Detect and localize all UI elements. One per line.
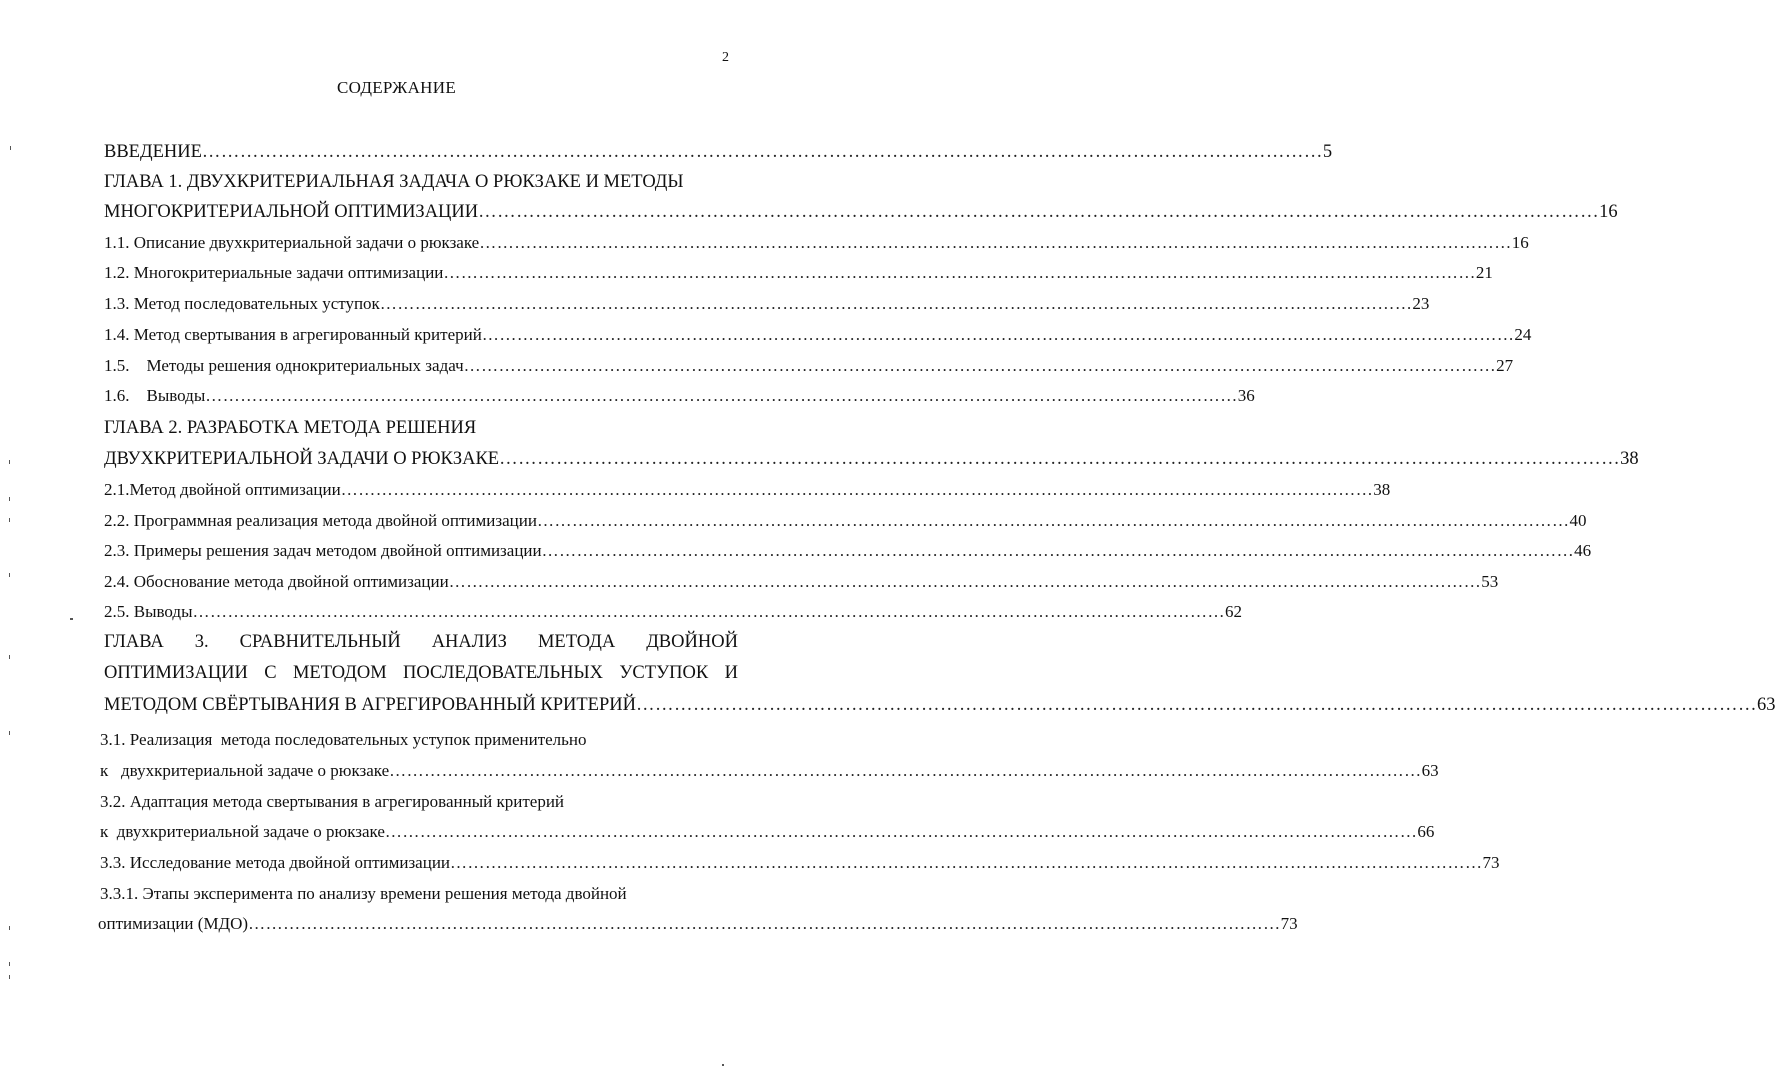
- heading-word: ГЛАВА: [104, 632, 164, 652]
- toc-entry-label: МЕТОДОМ СВЁРТЫВАНИЯ В АГРЕГИРОВАННЫЙ КРИТЕРИЙ: [104, 695, 636, 715]
- toc-entry-label: 1.6. Выводы: [104, 386, 206, 405]
- toc-entry-2-5[interactable]: [104, 598, 1243, 626]
- leader-dots: ……………………………………………………………………………………………………………………………………………………………: [450, 853, 1483, 872]
- heading-word: И: [724, 663, 738, 683]
- leader-dots: ……………………………………………………………………………………………………………………………………………………………: [478, 202, 1600, 222]
- leader-dots: ……………………………………………………………………………………………………………………………………………………………: [536, 511, 1570, 530]
- heading-word: ПОСЛЕДОВАТЕЛЬНЫХ: [403, 663, 603, 683]
- leader-dots: ……………………………………………………………………………………………………………………………………………………………: [379, 294, 1413, 313]
- leader-dots: ……………………………………………………………………………………………………………………………………………………………: [479, 233, 1512, 252]
- toc-chapter-2[interactable]: [104, 445, 1639, 473]
- heading-word: УСТУПОК: [619, 663, 709, 683]
- leader-dots: ……………………………………………………………………………………………………………………………………………………………: [481, 325, 1515, 344]
- scan-artifact: [10, 146, 11, 150]
- toc-entry-label: к двухкритериальной задаче о рюкзаке: [100, 761, 390, 780]
- toc-page-number: 5: [1322, 142, 1333, 162]
- leader-dots: ……………………………………………………………………………………………………………………………………………………………: [192, 602, 1226, 621]
- leader-dots: ……………………………………………………………………………………………………………………………………………………………: [635, 695, 1757, 715]
- toc-page-number: 46: [1574, 541, 1592, 560]
- toc-entry-1-1[interactable]: [104, 229, 1529, 257]
- toc-page-number: 24: [1514, 325, 1532, 344]
- toc-page-number: 62: [1225, 602, 1243, 621]
- toc-entry-label: 1.1. Описание двухкритериальной задачи о рюкзаке: [104, 233, 480, 252]
- toc-page-number: 16: [1511, 233, 1529, 252]
- toc-page-number: 23: [1412, 294, 1430, 313]
- toc-page-number: 73: [1482, 853, 1500, 872]
- toc-entry-2-3[interactable]: [104, 537, 1592, 565]
- leader-dots: ……………………………………………………………………………………………………………………………………………………………: [389, 761, 1422, 780]
- toc-entry-label: 1.5. Методы решения однокритериальных задач: [104, 356, 464, 375]
- leader-dots: ……………………………………………………………………………………………………………………………………………………………: [448, 572, 1482, 591]
- toc-entry-3-3[interactable]: [100, 849, 1500, 877]
- toc-entry-label: 2.5. Выводы: [104, 602, 193, 621]
- toc-entry-1-4[interactable]: [104, 321, 1532, 349]
- toc-page-number: 73: [1280, 914, 1298, 933]
- toc-page-number: 38: [1620, 449, 1639, 469]
- toc-page-number: 63: [1421, 761, 1439, 780]
- toc-page-number: 53: [1481, 572, 1499, 591]
- toc-page-number: 21: [1475, 263, 1493, 282]
- toc-entry-label: МНОГОКРИТЕРИАЛЬНОЙ ОПТИМИЗАЦИИ: [104, 202, 479, 222]
- heading-word: МЕТОДА: [537, 632, 616, 652]
- toc-entry-label: 2.2. Программная реализация метода двойной оптимизации: [104, 511, 537, 530]
- toc-entry-3-3-1[interactable]: [98, 910, 1298, 938]
- toc-entry-intro[interactable]: [104, 138, 1333, 166]
- toc-entry-1-2[interactable]: [104, 259, 1493, 287]
- toc-entry-label: 3.3. Исследование метода двойной оптимизации: [100, 853, 451, 872]
- page-number: 2: [722, 50, 729, 65]
- toc-entry-label: 1.3. Метод последовательных уступок: [104, 294, 380, 313]
- toc-entry-3-1-heading[interactable]: 3.1. Реализация метода последовательных уступок применительно: [100, 730, 587, 749]
- toc-page-number: 66: [1417, 822, 1435, 841]
- scan-artifact: [9, 460, 10, 464]
- leader-dots: ……………………………………………………………………………………………………………………………………………………………: [205, 386, 1238, 405]
- toc-page-number: 16: [1599, 202, 1618, 222]
- toc-page-number: 40: [1569, 511, 1587, 530]
- leader-dots: ……………………………………………………………………………………………………………………………………………………………: [541, 541, 1575, 560]
- toc-entry-label: 1.2. Многокритериальные задачи оптимизации: [104, 263, 444, 282]
- toc-page-number: 63: [1756, 695, 1775, 715]
- scan-artifact: [9, 573, 10, 577]
- scan-artifact: [70, 618, 73, 620]
- toc-page-number: 38: [1373, 480, 1391, 499]
- heading-word: 3.: [194, 632, 209, 652]
- toc-entry-1-6[interactable]: [104, 382, 1255, 410]
- toc-entry-label: ДВУХКРИТЕРИАЛЬНОЙ ЗАДАЧИ О РЮКЗАКЕ: [104, 449, 500, 469]
- toc-chapter-3-heading-line-2[interactable]: [104, 659, 738, 687]
- toc-entry-label: 2.4. Обоснование метода двойной оптимизации: [104, 572, 449, 591]
- leader-dots: ……………………………………………………………………………………………………………………………………………………………: [499, 449, 1621, 469]
- toc-entry-label: 2.3. Примеры решения задач методом двойной оптимизации: [104, 541, 542, 560]
- scan-artifact: [9, 962, 10, 966]
- toc-page-number: 36: [1237, 386, 1255, 405]
- heading-word: МЕТОДОМ: [292, 663, 387, 683]
- toc-chapter-3-heading-line-1[interactable]: [104, 628, 738, 656]
- toc-entry-3-2-heading[interactable]: 3.2. Адаптация метода свертывания в агрегированный критерий: [100, 792, 565, 811]
- heading-word: АНАЛИЗ: [431, 632, 507, 652]
- heading-word: СРАВНИТЕЛЬНЫЙ: [239, 632, 401, 652]
- toc-entry-3-3-1-heading[interactable]: 3.3.1. Этапы эксперимента по анализу времени решения метода двойной: [100, 884, 627, 903]
- scan-artifact: [9, 731, 10, 735]
- toc-entry-2-1[interactable]: [104, 476, 1391, 504]
- leader-dots: ……………………………………………………………………………………………………………………………………………………………: [201, 142, 1323, 162]
- scan-artifact: [9, 518, 10, 522]
- toc-entry-label: к двухкритериальной задаче о рюкзаке: [100, 822, 385, 841]
- toc-chapter-3[interactable]: [104, 691, 1775, 719]
- toc-entry-label: 2.1.Метод двойной оптимизации: [104, 480, 341, 499]
- toc-chapter-1-heading[interactable]: ГЛАВА 1. ДВУХКРИТЕРИАЛЬНАЯ ЗАДАЧА О РЮКЗАКЕ И МЕТОДЫ: [104, 172, 684, 192]
- toc-chapter-1[interactable]: [104, 198, 1618, 226]
- toc-entry-label: оптимизации (МДО): [98, 914, 249, 933]
- heading-word: С: [264, 663, 277, 683]
- scan-artifact: [9, 926, 10, 930]
- toc-entry-1-3[interactable]: [104, 290, 1430, 318]
- toc-chapter-2-heading[interactable]: ГЛАВА 2. РАЗРАБОТКА МЕТОДА РЕШЕНИЯ: [104, 418, 477, 438]
- toc-entry-label: ВВЕДЕНИЕ: [104, 142, 202, 162]
- leader-dots: ……………………………………………………………………………………………………………………………………………………………: [443, 263, 1476, 282]
- toc-page-number: 27: [1496, 356, 1514, 375]
- scan-artifact: [9, 497, 10, 501]
- heading-word: ОПТИМИЗАЦИИ: [104, 663, 248, 683]
- leader-dots: ……………………………………………………………………………………………………………………………………………………………: [340, 480, 1374, 499]
- toc-entry-label: 1.4. Метод свертывания в агрегированный критерий: [104, 325, 482, 344]
- scan-artifact: [9, 975, 10, 979]
- scan-artifact: [722, 1064, 724, 1066]
- leader-dots: ……………………………………………………………………………………………………………………………………………………………: [248, 914, 1281, 933]
- leader-dots: ……………………………………………………………………………………………………………………………………………………………: [463, 356, 1497, 375]
- toc-entry-2-2[interactable]: [104, 507, 1587, 535]
- page-title: СОДЕРЖАНИЕ: [336, 78, 457, 97]
- toc-entry-3-2[interactable]: [100, 818, 1435, 846]
- toc-entry-2-4[interactable]: [104, 568, 1499, 596]
- toc-entry-3-1[interactable]: [100, 757, 1439, 785]
- heading-word: ДВОЙНОЙ: [646, 632, 738, 652]
- scan-artifact: [9, 655, 10, 659]
- toc-entry-1-5[interactable]: [104, 352, 1514, 380]
- leader-dots: ……………………………………………………………………………………………………………………………………………………………: [384, 822, 1418, 841]
